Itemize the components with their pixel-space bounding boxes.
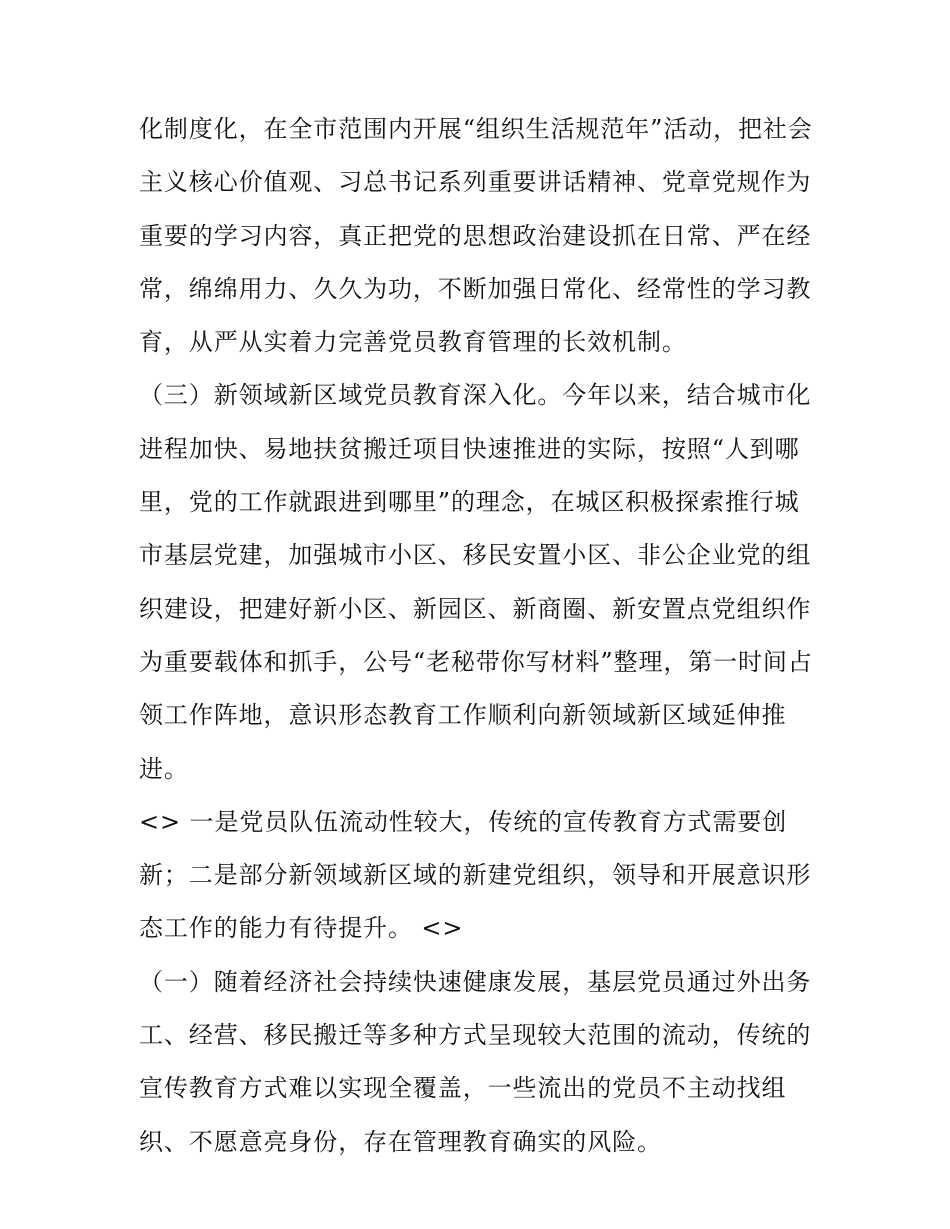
text-line: 宣传教育方式难以实现全覆盖，一些流出的党员不主动找组 (139, 1074, 787, 1103)
text-line: 里，党的工作就跟进到哪里”的理念，在城区积极探索推行城 (139, 488, 800, 517)
text-line: 常，绵绵用力、久久为功，不断加强日常化、经常性的学习教 (139, 274, 812, 303)
text-line: 育，从严从实着力完善党员教育管理的长效机制。 (139, 328, 687, 357)
text-line: 态工作的能力有待提升。 <> (139, 914, 464, 943)
document-body (139, 103, 819, 1169)
text-line: 市基层党建，加强城市小区、移民安置小区、非公企业党的组 (139, 541, 812, 570)
text-line: 进程加快、易地扶贫搬迁项目快速推进的实际，按照“人到哪 (139, 434, 800, 463)
text-line: <> 一是党员队伍流动性较大，传统的宣传教育方式需要创 (139, 807, 788, 836)
section-heading-line: （三）新领域新区域党员教育深入化。今年以来，结合城市化 (139, 381, 812, 410)
text-line: 主义核心价值观、习总书记系列重要讲话精神、党章党规作为 (139, 168, 812, 197)
text-line: 化制度化，在全市范围内开展“组织生活规范年”活动，把社会 (139, 115, 813, 143)
text-line: 重要的学习内容，真正把党的思想政治建设抓在日常、严在经 (139, 221, 812, 250)
text-line: 织建设，把建好新小区、新园区、新商圈、新安置点党组织作 (139, 594, 812, 623)
text-line: 工、经营、移民搬迁等多种方式呈现较大范围的流动，传统的 (139, 1021, 812, 1050)
text-line: 领工作阵地，意识形态教育工作顺利向新领域新区域延伸推 (139, 701, 787, 730)
text-line: 织、不愿意亮身份，存在管理教育确实的风险。 (139, 1127, 662, 1156)
text-line: 新；二是部分新领域新区域的新建党组织，领导和开展意识形 (139, 861, 812, 890)
text-line: 进。 (139, 754, 189, 783)
section-heading-line: （一）随着经济社会持续快速健康发展，基层党员通过外出务 (139, 967, 812, 996)
text-line: 为重要载体和抓手，公号“老秘带你写材料”整理，第一时间占 (139, 647, 813, 676)
